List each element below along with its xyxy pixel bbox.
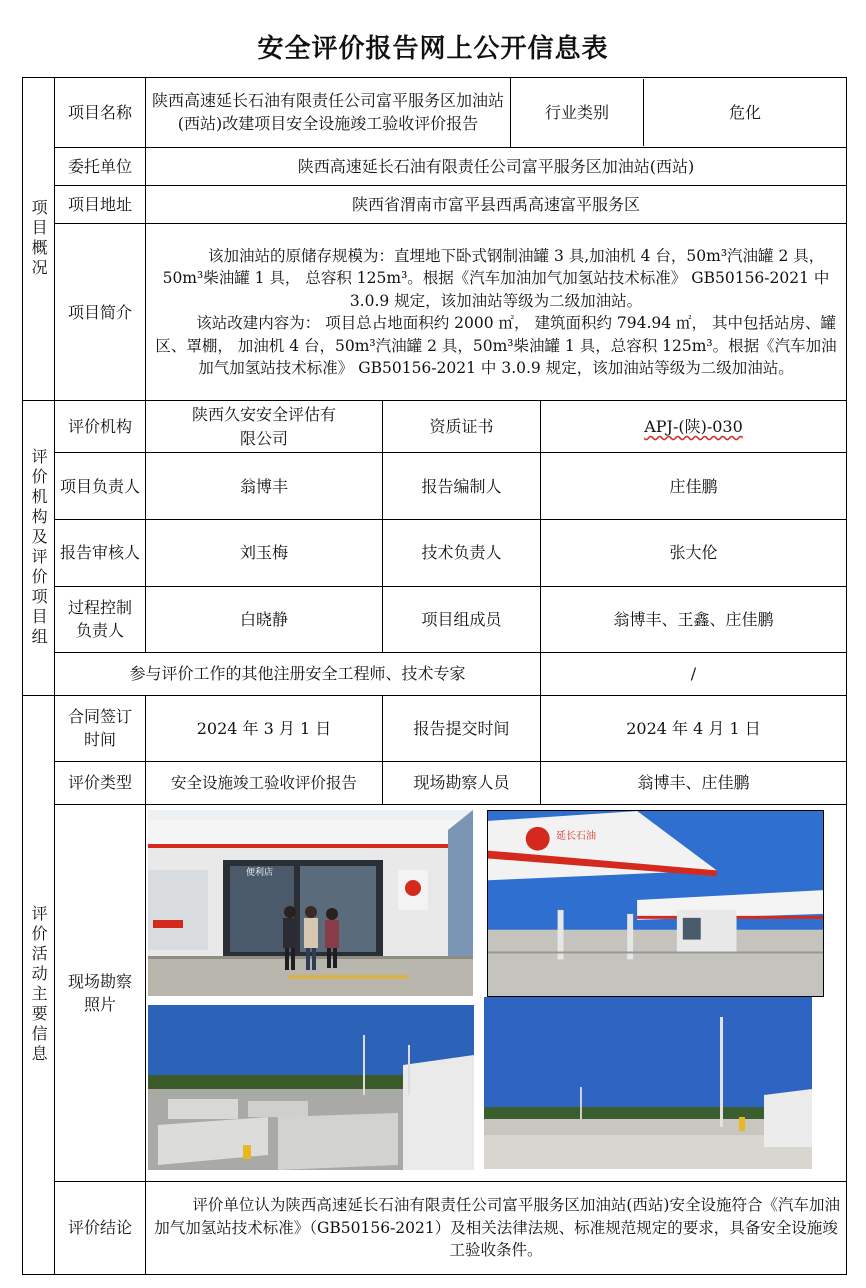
label-cert: 资质证书 [383,400,541,452]
label-address: 项目地址 [55,185,146,223]
section-label-activity: 评价活动主要信息 [23,695,55,1274]
label-industry: 行业类别 [511,79,644,146]
value-client: 陕西高速延长石油有限责任公司富平服务区加油站(西站) [146,147,847,185]
label-contract: 合同签订时间 [55,695,146,762]
value-conclusion [146,1182,847,1275]
site-photo-canopy [487,810,824,997]
label-writer: 报告编制人 [383,453,541,520]
intro-paragraph-2: 该站改建内容为： 项目总占地面积约 2000 ㎡， 建筑面积约 794.94 ㎡， 其中包括站房、罐区、罩棚， 加油机 4 台，50m³汽油罐 2 具，50m³柴油罐 1 具，总容积 125m³。根据《汽车加油加气加氢站技术标准》 GB50156-2021 中 3.0.9 规定，该加油站等级为二级加油站。 [155,314,837,378]
site-photo-tank-area [148,1005,474,1170]
label-survey: 现场勘察人员 [383,762,541,804]
page-title: 安全评价报告网上公开信息表 [257,34,609,64]
label-process: 过程控制负责人 [55,586,146,653]
label-eval-type: 评价类型 [55,762,146,804]
intro-paragraph-1: 该加油站的原储存规模为：直埋地下卧式钢制油罐 3 具,加油机 4 台，50m³汽油罐 2 具， 50m³柴油罐 1 具， 总容积 125m³。根据《汽车加油加气加氢站技术标准》 GB50156-2021 中 3.0.9 规定，该加油站等级为二级加油站。 [162,246,830,310]
value-tech: 张大伦 [541,520,847,587]
value-reviewer: 刘玉梅 [146,520,383,587]
value-process: 白晓静 [146,586,383,653]
label-project-name: 项目名称 [55,78,146,148]
value-address: 陕西省渭南市富平县西禹高速富平服务区 [146,185,847,223]
label-intro: 项目简介 [55,224,146,401]
cert-number: APJ-(陕)-030 [644,417,743,437]
value-project-name: 陕西高速延长石油有限责任公司富平服务区加油站(西站)改建项目安全设施竣工验收评价报告 [146,78,511,148]
photo-grid [146,804,847,1181]
label-conclusion: 评价结论 [55,1182,146,1275]
label-members: 项目组成员 [383,586,541,653]
label-reviewer: 报告审核人 [55,520,146,587]
label-others: 参与评价工作的其他注册安全工程师、技术专家 [55,653,541,695]
conclusion-text: 评价单位认为陕西高速延长石油有限责任公司富平服务区加油站(西站)安全设施符合《汽车加油加气加氢站技术标准》（GB50156-2021）及相关法律法规、标准规范规定的要求，具备安全设施竣工验收条件。 [154,1196,840,1260]
value-agency: 陕西久安安全评估有限公司 [146,400,383,452]
info-table [22,77,847,1275]
label-agency: 评价机构 [55,400,146,452]
store-sign-text: 便利店 [246,867,274,878]
value-eval-type: 安全设施竣工验收评价报告 [146,762,383,804]
label-client: 委托单位 [55,147,146,185]
site-photo-store [148,810,473,996]
value-survey: 翁博丰、庄佳鹏 [541,762,847,804]
value-contract: 2024 年 3 月 1 日 [146,695,383,762]
canopy-brand-text: 延长石油 [556,830,596,842]
value-intro [146,224,847,401]
label-submit: 报告提交时间 [383,695,541,762]
label-photos: 现场勘察照片 [55,804,146,1181]
value-writer: 庄佳鹏 [541,453,847,520]
section-label-overview: 项目概况 [23,78,55,401]
label-leader: 项目负责人 [55,453,146,520]
value-submit: 2024 年 4 月 1 日 [541,695,847,762]
section-label-org: 评价机构及评价项目组 [23,400,55,695]
value-members: 翁博丰、王鑫、庄佳鹏 [541,586,847,653]
site-photo-field [484,997,812,1169]
value-cert [541,400,847,452]
value-industry: 危化 [728,102,761,122]
label-tech: 技术负责人 [383,520,541,587]
value-leader: 翁博丰 [146,453,383,520]
value-others: / [541,653,847,695]
